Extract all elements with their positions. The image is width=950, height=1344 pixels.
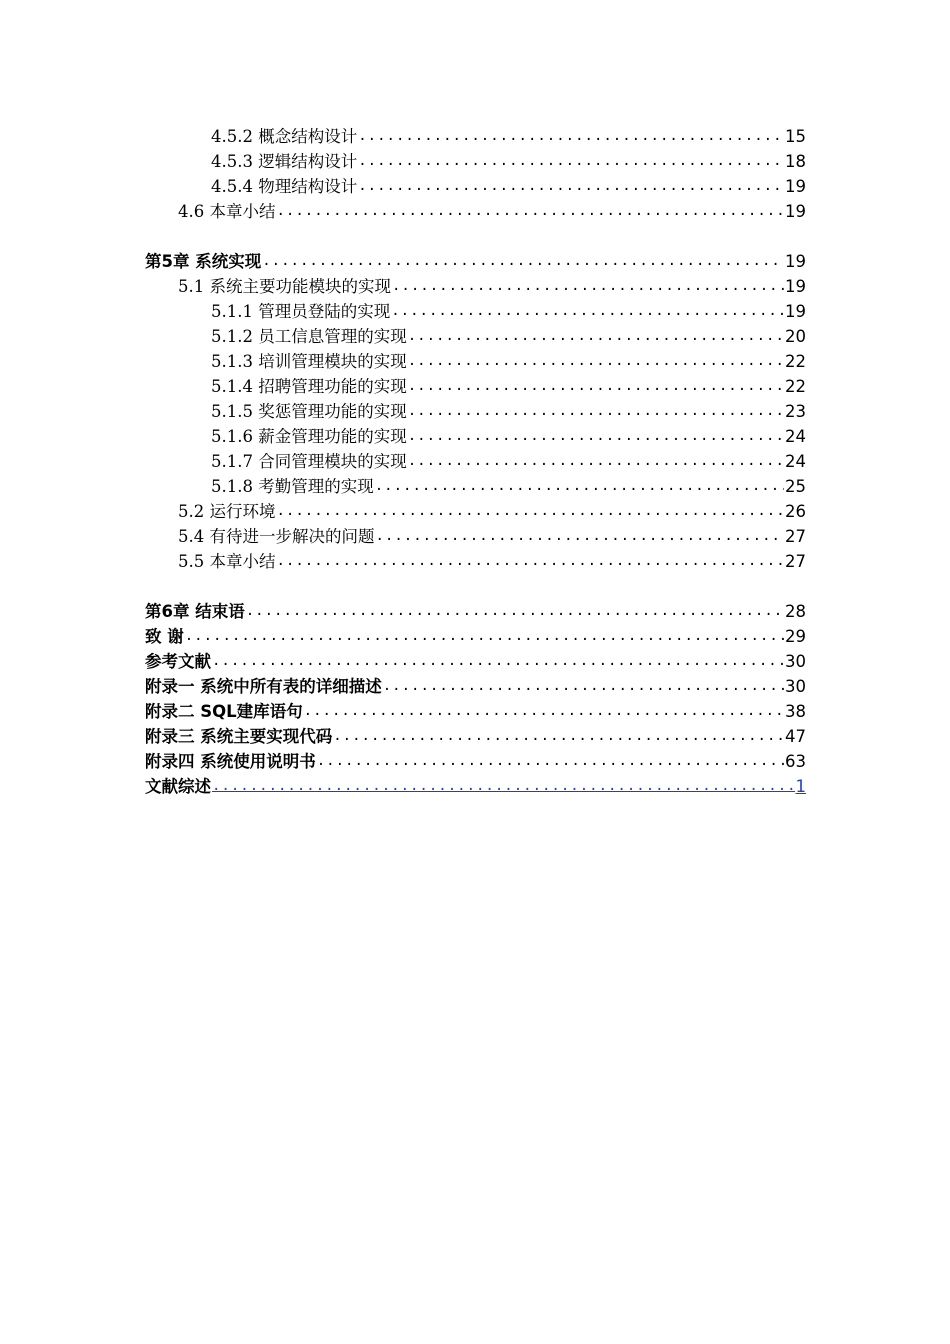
- toc-entry[interactable]: [145, 699, 806, 724]
- toc-entry-title: 5.1.4 招聘管理功能的实现: [211, 377, 407, 396]
- toc-entry-title: 附录二 SQL建库语句: [145, 702, 303, 721]
- toc-entry-page-number: 26: [785, 502, 806, 521]
- toc-leader-dots: [375, 474, 784, 499]
- toc-entry-title: 5.1.7 合同管理模块的实现: [211, 452, 407, 471]
- toc-entry[interactable]: [145, 674, 806, 699]
- toc-entry-title: 5.1.3 培训管理模块的实现: [211, 352, 407, 371]
- toc-entry-title: 5.1.6 薪金管理功能的实现: [211, 427, 407, 446]
- toc-entry[interactable]: [178, 274, 806, 299]
- toc-entry[interactable]: [178, 524, 806, 549]
- toc-leader-dots: [391, 299, 784, 324]
- toc-leader-dots: [408, 374, 784, 399]
- toc-entry-page-number: 22: [785, 377, 806, 396]
- toc-entry[interactable]: [211, 149, 806, 174]
- toc-leader-dots: [408, 349, 784, 374]
- toc-entry-page-number: 19: [785, 277, 806, 296]
- toc-entry[interactable]: [145, 249, 806, 274]
- toc-entry[interactable]: [211, 474, 806, 499]
- toc-leader-dots: [246, 599, 784, 624]
- toc-entry[interactable]: [178, 199, 806, 224]
- toc-leader-dots: [408, 449, 784, 474]
- toc-entry[interactable]: [211, 424, 806, 449]
- toc-entry-title: 5.1.1 管理员登陆的实现: [211, 302, 391, 321]
- toc-entry-page-number: 25: [785, 477, 806, 496]
- toc-entry-title: 4.6 本章小结: [178, 202, 276, 221]
- toc-entry-page-number: 19: [785, 202, 806, 221]
- toc-entry-page-number: 30: [785, 652, 806, 671]
- toc-entry[interactable]: [178, 549, 806, 574]
- toc-entry-title: 4.5.4 物理结构设计: [211, 177, 358, 196]
- toc-entry-page-number: 28: [785, 602, 806, 621]
- table-of-contents: [0, 124, 950, 799]
- toc-entry-title: 附录三 系统主要实现代码: [145, 727, 333, 746]
- toc-entry-title: 5.1.8 考勤管理的实现: [211, 477, 374, 496]
- toc-entry-title: 5.1.5 奖惩管理功能的实现: [211, 402, 407, 421]
- toc-entry-page-number: 30: [785, 677, 806, 696]
- toc-entry-title: 5.2 运行环境: [178, 502, 276, 521]
- toc-entry-title: 5.1.2 员工信息管理的实现: [211, 327, 407, 346]
- toc-entry-page-number: 38: [785, 702, 806, 721]
- toc-entry-page-number: 20: [785, 327, 806, 346]
- toc-leader-dots: [383, 674, 784, 699]
- toc-leader-dots: [277, 499, 785, 524]
- toc-entry[interactable]: [211, 174, 806, 199]
- toc-entry-page-number: 19: [785, 302, 806, 321]
- toc-entry[interactable]: [145, 624, 806, 649]
- toc-entry-page-number: 63: [785, 752, 806, 771]
- toc-leader-dots: [262, 249, 784, 274]
- toc-entry-page-number: 15: [785, 127, 806, 146]
- toc-leader-dots: [212, 774, 795, 799]
- toc-entry[interactable]: [211, 374, 806, 399]
- toc-leader-dots: [376, 524, 785, 549]
- toc-entry[interactable]: [211, 324, 806, 349]
- toc-entry-title: 第5章 系统实现: [145, 252, 262, 271]
- toc-entry[interactable]: [211, 349, 806, 374]
- toc-entry-page-number: 1: [795, 777, 806, 796]
- toc-entry-page-number: 24: [785, 452, 806, 471]
- toc-leader-dots: [212, 649, 784, 674]
- toc-entry[interactable]: [211, 449, 806, 474]
- toc-entry-page-number: 29: [785, 627, 806, 646]
- toc-entry[interactable]: [211, 399, 806, 424]
- toc-entry[interactable]: [145, 649, 806, 674]
- toc-entry-page-number: 18: [785, 152, 806, 171]
- toc-leader-dots: [333, 724, 784, 749]
- toc-entry-page-number: 19: [785, 177, 806, 196]
- toc-leader-dots: [408, 399, 784, 424]
- toc-entry-page-number: 24: [785, 427, 806, 446]
- toc-leader-dots: [408, 324, 784, 349]
- toc-entry-title: 5.5 本章小结: [178, 552, 276, 571]
- toc-leader-dots: [358, 124, 784, 149]
- toc-entry-title: 4.5.3 逻辑结构设计: [211, 152, 358, 171]
- toc-entry-page-number: 27: [785, 552, 806, 571]
- toc-entry-title: 致 谢: [145, 627, 184, 646]
- toc-entry-title: 文献综述: [145, 777, 211, 796]
- toc-entry-title: 附录四 系统使用说明书: [145, 752, 316, 771]
- toc-entry-title: 4.5.2 概念结构设计: [211, 127, 358, 146]
- toc-leader-dots: [408, 424, 784, 449]
- toc-leader-dots: [358, 174, 784, 199]
- toc-entry-page-number: 47: [785, 727, 806, 746]
- toc-leader-dots: [304, 699, 784, 724]
- toc-entry[interactable]: [145, 724, 806, 749]
- toc-leader-dots: [277, 549, 785, 574]
- toc-entry-title: 5.1 系统主要功能模块的实现: [178, 277, 391, 296]
- toc-entry-page-number: 22: [785, 352, 806, 371]
- toc-leader-dots: [392, 274, 784, 299]
- toc-entry[interactable]: [211, 124, 806, 149]
- toc-entry-page-number: 23: [785, 402, 806, 421]
- toc-entry[interactable]: [145, 749, 806, 774]
- toc-entry-title: 5.4 有待进一步解决的问题: [178, 527, 375, 546]
- toc-entry-title: 参考文献: [145, 652, 211, 671]
- section-spacer: [0, 224, 950, 249]
- toc-leader-dots: [358, 149, 784, 174]
- toc-leader-dots: [317, 749, 784, 774]
- toc-entry[interactable]: [211, 299, 806, 324]
- toc-leader-dots: [277, 199, 785, 224]
- section-spacer: [0, 574, 950, 599]
- toc-entry[interactable]: [145, 599, 806, 624]
- toc-entry[interactable]: [145, 774, 806, 799]
- toc-entry-page-number: 19: [785, 252, 806, 271]
- toc-entry[interactable]: [178, 499, 806, 524]
- toc-entry-title: 第6章 结束语: [145, 602, 245, 621]
- toc-leader-dots: [185, 624, 784, 649]
- toc-entry-title: 附录一 系统中所有表的详细描述: [145, 677, 382, 696]
- toc-entry-page-number: 27: [785, 527, 806, 546]
